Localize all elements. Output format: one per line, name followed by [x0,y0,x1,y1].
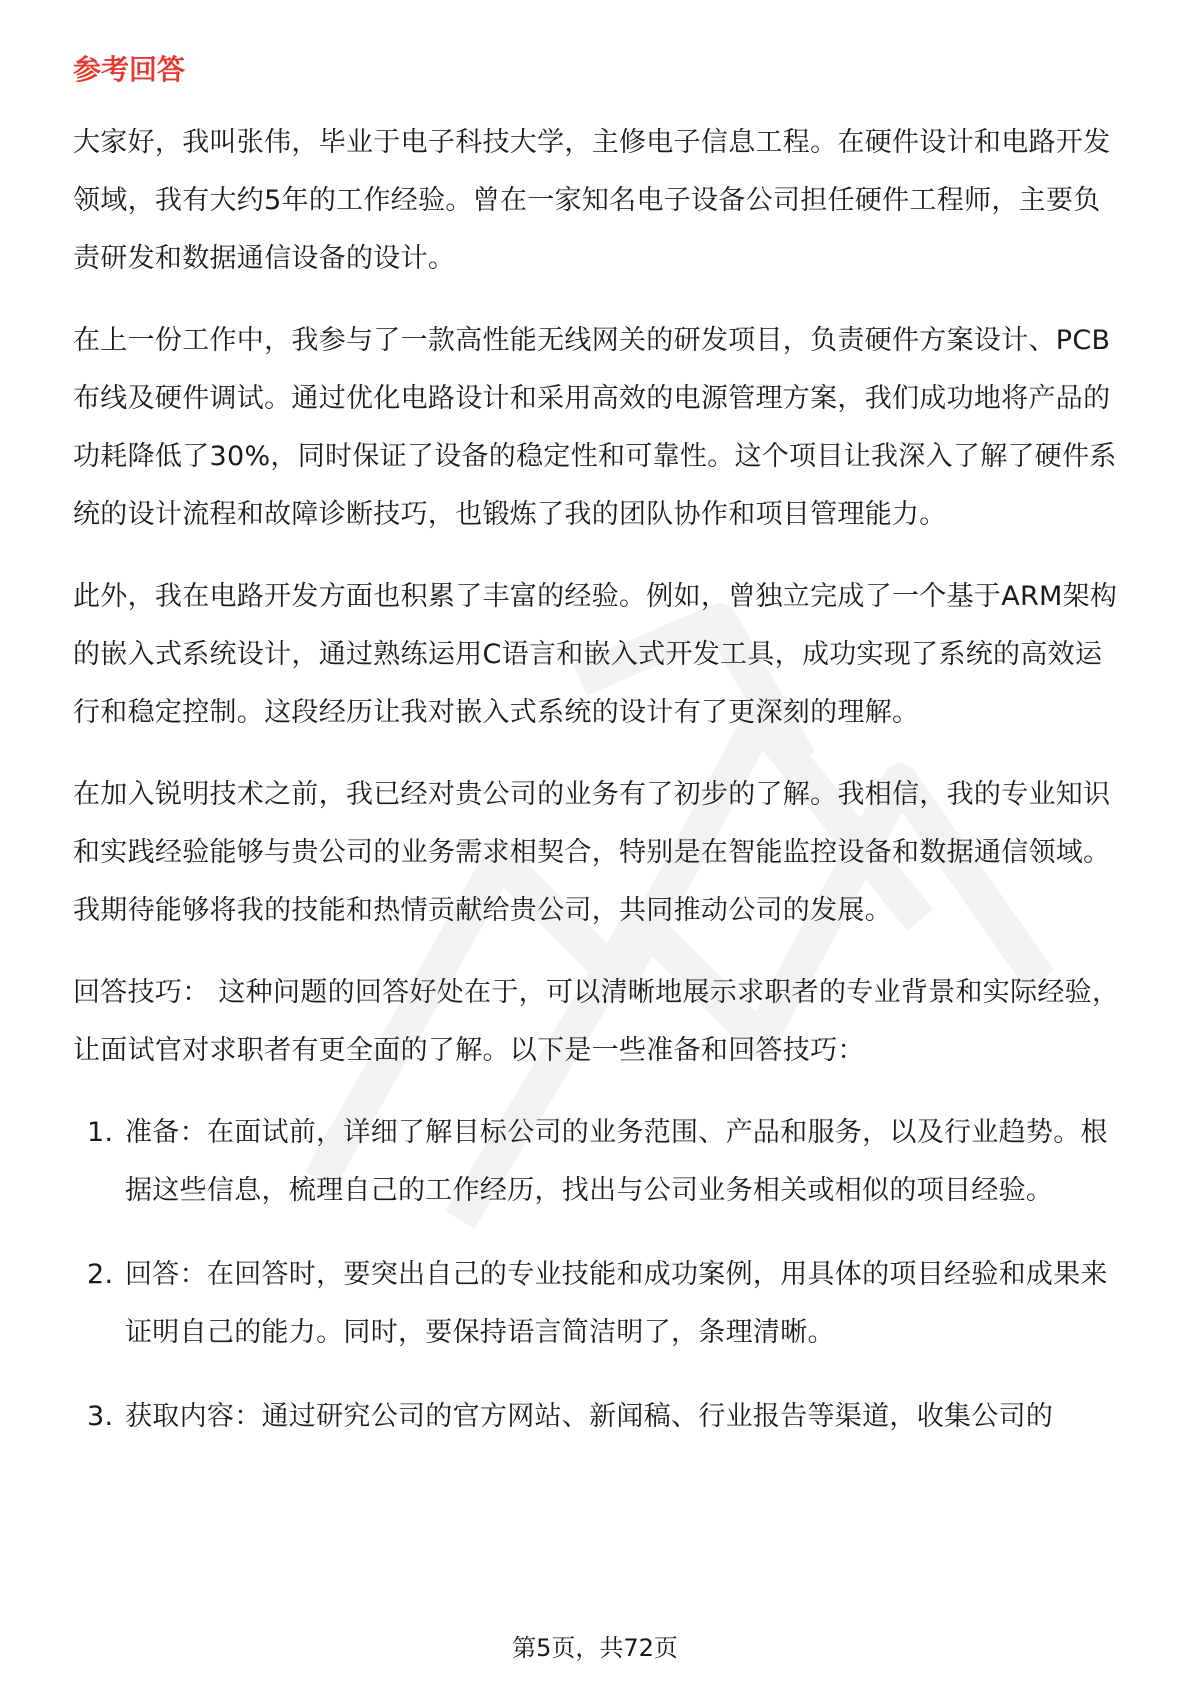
list-item-text: 回答：在回答时，要突出自己的专业技能和成功案例，用具体的项目经验和成果来证明自己的能力。同时，要保持语言简洁明了，条理清晰。 [125,1259,1108,1348]
main-content [73,50,1123,1472]
list-item-number: 1. [87,1117,114,1148]
paragraph-intro: 大家好，我叫张伟，毕业于电子科技大学，主修电子信息工程。在硬件设计和电路开发领域，我有大约5年的工作经验。曾在一家知名电子设备公司担任硬件工程师，主要负责研发和数据通信设备的设计。 [73,127,1111,274]
section-title: 参考回答 [73,53,186,86]
list-item-text: 获取内容：通过研究公司的官方网站、新闻稿、行业报告等渠道，收集公司的 [125,1401,1054,1432]
paragraph-previous-job: 在上一份工作中，我参与了一款高性能无线网关的研发项目，负责硬件方案设计、PCB布线及硬件调试。通过优化电路设计和采用高效的电源管理方案，我们成功地将产品的功耗降低了30%，同时保证了设备的稳定性和可靠性。这个项目让我深入了解了硬件系统的设计流程和故障诊断技巧，也锻炼了我的团队协作和项目管理能力。 [73,325,1117,530]
paragraph-answer-tips: 回答技巧： 这种问题的回答好处在于，可以清晰地展示求职者的专业背景和实际经验，让面试官对求职者有更全面的了解。以下是一些准备和回答技巧： [73,977,1120,1066]
list-item [73,1104,1123,1220]
list-item-text: 准备：在面试前，详细了解目标公司的业务范围、产品和服务，以及行业趋势。根据这些信息，梳理自己的工作经历，找出与公司业务相关或相似的项目经验。 [125,1117,1108,1206]
page-footer: 第5页，共72页 [512,1634,678,1662]
list-item-number: 2. [87,1259,114,1290]
tips-list [73,1104,1123,1446]
paragraph-company-fit: 在加入锐明技术之前，我已经对贵公司的业务有了初步的了解。我相信，我的专业知识和实践经验能够与贵公司的业务需求相契合，特别是在智能监控设备和数据通信领域。我期待能够将我的技能和热情贡献给贵公司，共同推动公司的发展。 [73,779,1111,926]
paragraph-circuit-experience: 此外，我在电路开发方面也积累了丰富的经验。例如，曾独立完成了一个基于ARM架构的嵌入式系统设计，通过熟练运用C语言和嵌入式开发工具，成功实现了系统的高效运行和稳定控制。这段经历让我对嵌入式系统的设计有了更深刻的理解。 [73,581,1118,728]
list-item [73,1246,1123,1362]
list-item-number: 3. [87,1401,114,1432]
list-item [73,1388,1123,1446]
